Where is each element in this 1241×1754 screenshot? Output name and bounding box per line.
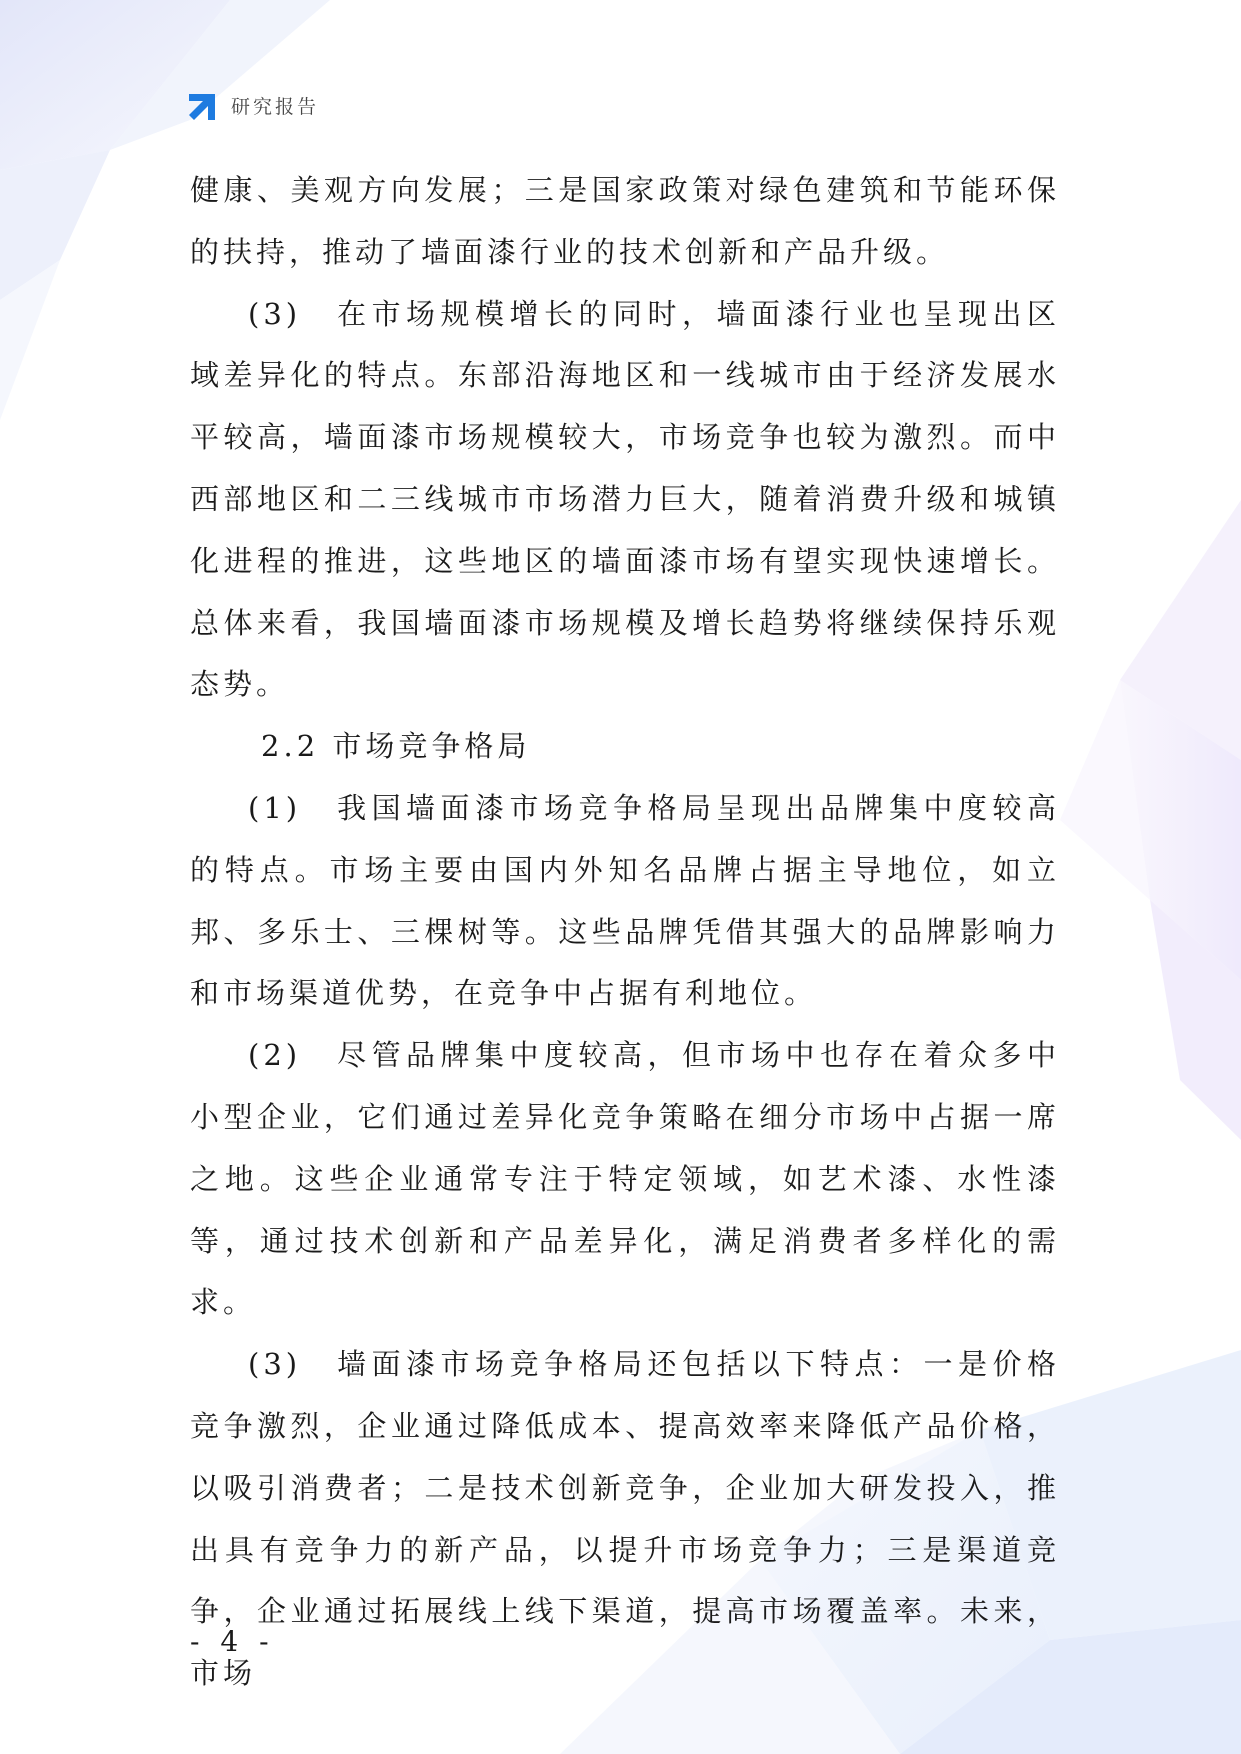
page-header (187, 88, 319, 122)
document-body (190, 160, 1060, 1705)
header-title: 研究报告 (231, 95, 320, 118)
section-heading: 2.2 市场竞争格局 (261, 729, 531, 764)
paragraph: (3) 在市场规模增长的同时，墙面漆行业也呈现出区域差异化的特点。东部沿海地区和一线城市由于经济发展水平较高，墙面漆市场规模较大，市场竞争也较为激烈。而中西部地区和二三线城市市场潜力巨大，随着消费升级和城镇化进程的推进，这些地区的墙面漆市场有望实现快速增长。总体来看，我国墙面漆市场规模及增长趋势将继续保持乐观态势。 (190, 296, 1060, 702)
arrow-logo-icon (187, 88, 221, 122)
page-number: - 4 - (190, 1625, 275, 1658)
paragraph: (1) 我国墙面漆市场竞争格局呈现出品牌集中度较高的特点。市场主要由国内外知名品牌占据主导地位，如立邦、多乐士、三棵树等。这些品牌凭借其强大的品牌影响力和市场渠道优势，在竞争中占据有利地位。 (190, 790, 1060, 1011)
paragraph: (3) 墙面漆市场竞争格局还包括以下特点：一是价格竞争激烈，企业通过降低成本、提高效率来降低产品价格，以吸引消费者；二是技术创新竞争，企业加大研发投入，推出具有竞争力的新产品，以提升市场竞争力；三是渠道竞争，企业通过拓展线上线下渠道，提高市场覆盖率。未来，市场 (190, 1347, 1060, 1691)
paragraph: (2) 尽管品牌集中度较高，但市场中也存在着众多中小型企业，它们通过差异化竞争策略在细分市场中占据一席之地。这些企业通常专注于特定领域，如艺术漆、水性漆等，通过技术创新和产品差异化，满足消费者多样化的需求。 (190, 1038, 1060, 1320)
paragraph: 健康、美观方向发展；三是国家政策对绿色建筑和节能环保的扶持，推动了墙面漆行业的技术创新和产品升级。 (190, 173, 1060, 269)
